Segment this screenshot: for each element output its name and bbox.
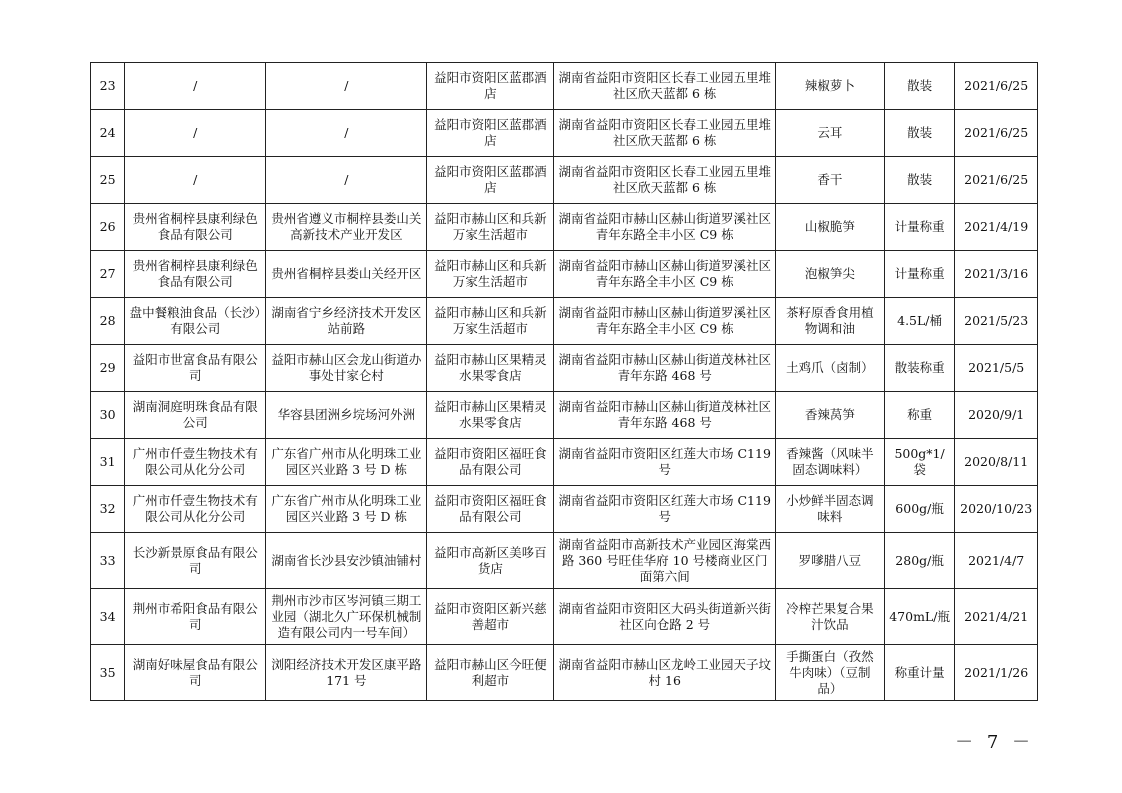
spec-cell: 称重计量 — [884, 645, 955, 701]
table-row — [91, 251, 1038, 298]
row-number-cell: 24 — [91, 110, 125, 157]
store-cell: 益阳市赫山区和兵新万家生活超市 — [427, 298, 554, 345]
product-name-cell: 香辣酱（风味半固态调味料） — [776, 439, 885, 486]
production-date-cell: 2021/1/26 — [955, 645, 1038, 701]
spec-cell: 500g*1/袋 — [884, 439, 955, 486]
table-row — [91, 63, 1038, 110]
store-cell: 益阳市资阳区蓝郡酒店 — [427, 157, 554, 204]
store-address-cell: 湖南省益阳市赫山区赫山街道罗溪社区青年东路全丰小区 C9 栋 — [554, 298, 776, 345]
store-address-cell: 湖南省益阳市资阳区长春工业园五里堆社区欣天蓝都 6 栋 — [554, 110, 776, 157]
manufacturer-address-cell: 荆州市沙市区岑河镇三期工业园（湖北久广环保机械制造有限公司内一号车间） — [266, 589, 427, 645]
store-cell: 益阳市资阳区蓝郡酒店 — [427, 110, 554, 157]
store-cell: 益阳市赫山区和兵新万家生活超市 — [427, 251, 554, 298]
row-number-cell: 29 — [91, 345, 125, 392]
row-number-cell: 25 — [91, 157, 125, 204]
production-date-cell: 2020/8/11 — [955, 439, 1038, 486]
production-date-cell: 2021/4/19 — [955, 204, 1038, 251]
table-row — [91, 645, 1038, 701]
production-date-cell: 2021/6/25 — [955, 63, 1038, 110]
manufacturer-cell: 湖南洞庭明珠食品有限公司 — [125, 392, 266, 439]
spec-cell: 散装称重 — [884, 345, 955, 392]
manufacturer-cell: / — [125, 63, 266, 110]
manufacturer-cell: 益阳市世富食品有限公司 — [125, 345, 266, 392]
spec-cell: 散装 — [884, 110, 955, 157]
table-row — [91, 298, 1038, 345]
row-number-cell: 26 — [91, 204, 125, 251]
production-date-cell: 2021/6/25 — [955, 110, 1038, 157]
manufacturer-address-cell: / — [266, 110, 427, 157]
row-number-cell: 31 — [91, 439, 125, 486]
manufacturer-cell: 贵州省桐梓县康利绿色食品有限公司 — [125, 204, 266, 251]
table-row — [91, 589, 1038, 645]
spec-cell: 600g/瓶 — [884, 486, 955, 533]
row-number-cell: 30 — [91, 392, 125, 439]
store-cell: 益阳市赫山区和兵新万家生活超市 — [427, 204, 554, 251]
manufacturer-cell: 盘中餐粮油食品（长沙）有限公司 — [125, 298, 266, 345]
store-address-cell: 湖南省益阳市资阳区长春工业园五里堆社区欣天蓝都 6 栋 — [554, 63, 776, 110]
table-row — [91, 439, 1038, 486]
spec-cell: 散装 — [884, 63, 955, 110]
manufacturer-address-cell: 浏阳经济技术开发区康平路 171 号 — [266, 645, 427, 701]
row-number-cell: 32 — [91, 486, 125, 533]
product-name-cell: 山椒脆笋 — [776, 204, 885, 251]
product-name-cell: 辣椒萝卜 — [776, 63, 885, 110]
manufacturer-cell: 广州市仟壹生物技术有限公司从化分公司 — [125, 486, 266, 533]
row-number-cell: 33 — [91, 533, 125, 589]
store-address-cell: 湖南省益阳市赫山区赫山街道罗溪社区青年东路全丰小区 C9 栋 — [554, 204, 776, 251]
manufacturer-address-cell: / — [266, 157, 427, 204]
table-row — [91, 204, 1038, 251]
spec-cell: 470mL/瓶 — [884, 589, 955, 645]
spec-cell: 280g/瓶 — [884, 533, 955, 589]
manufacturer-cell: / — [125, 110, 266, 157]
product-name-cell: 土鸡爪（卤制） — [776, 345, 885, 392]
store-cell: 益阳市资阳区新兴慈善超市 — [427, 589, 554, 645]
product-name-cell: 香辣莴笋 — [776, 392, 885, 439]
spec-cell: 称重 — [884, 392, 955, 439]
table-body — [91, 63, 1038, 701]
manufacturer-address-cell: 湖南省宁乡经济技术开发区站前路 — [266, 298, 427, 345]
store-address-cell: 湖南省益阳市赫山区龙岭工业园天子坟村 16 — [554, 645, 776, 701]
store-cell: 益阳市资阳区福旺食品有限公司 — [427, 486, 554, 533]
store-address-cell: 湖南省益阳市资阳区大码头街道新兴街社区向仓路 2 号 — [554, 589, 776, 645]
production-date-cell: 2021/6/25 — [955, 157, 1038, 204]
row-number-cell: 28 — [91, 298, 125, 345]
store-cell: 益阳市资阳区蓝郡酒店 — [427, 63, 554, 110]
table-row — [91, 392, 1038, 439]
spec-cell: 计量称重 — [884, 204, 955, 251]
product-name-cell: 云耳 — [776, 110, 885, 157]
manufacturer-address-cell: 湖南省长沙县安沙镇油铺村 — [266, 533, 427, 589]
table-row — [91, 486, 1038, 533]
manufacturer-cell: 荆州市希阳食品有限公司 — [125, 589, 266, 645]
store-address-cell: 湖南省益阳市高新技术产业园区海棠西路 360 号旺佳华府 10 号楼商业区门面第六间 — [554, 533, 776, 589]
store-cell: 益阳市赫山区今旺便利超市 — [427, 645, 554, 701]
product-name-cell: 手撕蛋白（孜然牛肉味）（豆制品） — [776, 645, 885, 701]
spec-cell: 4.5L/桶 — [884, 298, 955, 345]
store-cell: 益阳市资阳区福旺食品有限公司 — [427, 439, 554, 486]
manufacturer-address-cell: 华容县团洲乡垸场河外洲 — [266, 392, 427, 439]
manufacturer-address-cell: 广东省广州市从化明珠工业园区兴业路 3 号 D 栋 — [266, 486, 427, 533]
manufacturer-cell: 贵州省桐梓县康利绿色食品有限公司 — [125, 251, 266, 298]
row-number-cell: 23 — [91, 63, 125, 110]
table-row — [91, 157, 1038, 204]
store-cell: 益阳市赫山区果精灵水果零食店 — [427, 345, 554, 392]
production-date-cell: 2020/9/1 — [955, 392, 1038, 439]
row-number-cell: 35 — [91, 645, 125, 701]
store-cell: 益阳市高新区美哆百货店 — [427, 533, 554, 589]
row-number-cell: 34 — [91, 589, 125, 645]
product-name-cell: 香干 — [776, 157, 885, 204]
manufacturer-address-cell: 贵州省桐梓县娄山关经开区 — [266, 251, 427, 298]
production-date-cell: 2021/4/7 — [955, 533, 1038, 589]
store-address-cell: 湖南省益阳市资阳区红莲大市场 C119 号 — [554, 486, 776, 533]
product-name-cell: 罗嗲腊八豆 — [776, 533, 885, 589]
production-date-cell: 2021/5/23 — [955, 298, 1038, 345]
table-row — [91, 533, 1038, 589]
product-name-cell: 冷榨芒果复合果汁饮品 — [776, 589, 885, 645]
table-row — [91, 110, 1038, 157]
manufacturer-address-cell: 益阳市赫山区会龙山街道办事处甘家仑村 — [266, 345, 427, 392]
production-date-cell: 2021/5/5 — [955, 345, 1038, 392]
product-name-cell: 小炒鲜半固态调味料 — [776, 486, 885, 533]
manufacturer-address-cell: / — [266, 63, 427, 110]
food-sampling-table — [90, 62, 1038, 701]
manufacturer-cell: / — [125, 157, 266, 204]
store-address-cell: 湖南省益阳市资阳区长春工业园五里堆社区欣天蓝都 6 栋 — [554, 157, 776, 204]
product-name-cell: 茶籽原香食用植物调和油 — [776, 298, 885, 345]
store-address-cell: 湖南省益阳市赫山区赫山街道茂林社区青年东路 468 号 — [554, 345, 776, 392]
store-address-cell: 湖南省益阳市赫山区赫山街道罗溪社区青年东路全丰小区 C9 栋 — [554, 251, 776, 298]
manufacturer-address-cell: 广东省广州市从化明珠工业园区兴业路 3 号 D 栋 — [266, 439, 427, 486]
production-date-cell: 2021/4/21 — [955, 589, 1038, 645]
store-address-cell: 湖南省益阳市资阳区红莲大市场 C119 号 — [554, 439, 776, 486]
manufacturer-cell: 长沙新景原食品有限公司 — [125, 533, 266, 589]
page-number: － 7 － — [955, 732, 1034, 753]
store-address-cell: 湖南省益阳市赫山区赫山街道茂林社区青年东路 468 号 — [554, 392, 776, 439]
row-number-cell: 27 — [91, 251, 125, 298]
product-name-cell: 泡椒笋尖 — [776, 251, 885, 298]
spec-cell: 计量称重 — [884, 251, 955, 298]
manufacturer-cell: 湖南好味屋食品有限公司 — [125, 645, 266, 701]
spec-cell: 散装 — [884, 157, 955, 204]
production-date-cell: 2021/3/16 — [955, 251, 1038, 298]
production-date-cell: 2020/10/23 — [955, 486, 1038, 533]
store-cell: 益阳市赫山区果精灵水果零食店 — [427, 392, 554, 439]
table-row — [91, 345, 1038, 392]
manufacturer-cell: 广州市仟壹生物技术有限公司从化分公司 — [125, 439, 266, 486]
manufacturer-address-cell: 贵州省遵义市桐梓县娄山关高新技术产业开发区 — [266, 204, 427, 251]
